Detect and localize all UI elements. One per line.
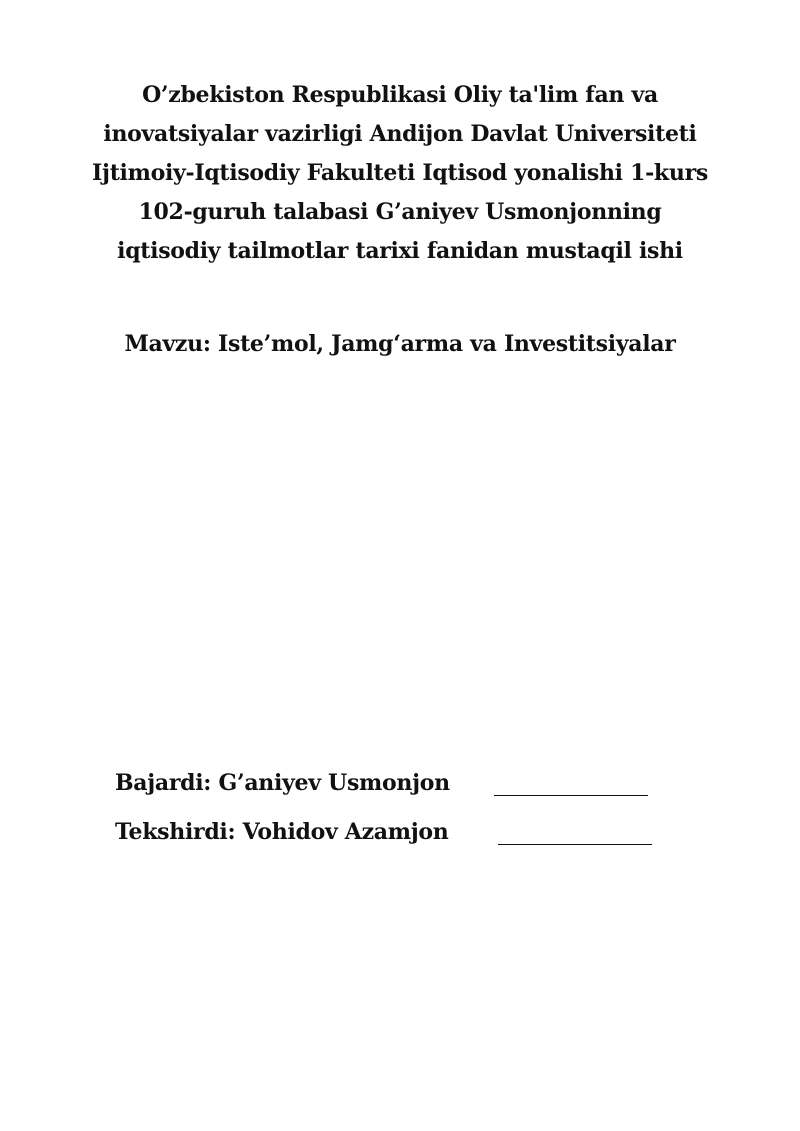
title-line-3: Ijtimoiy-Iqtisodiy Fakulteti Iqtisod yonalishi 1-kurs (92, 160, 708, 186)
topic-heading: Mavzu: Iste’mol, Jamg‘arma va Investitsiyalar (124, 331, 676, 357)
performed-by-row (115, 766, 450, 800)
performed-by-label: Bajardi: G’aniyev Usmonjon (115, 770, 450, 796)
title-line-2: inovatsiyalar vazirligi Andijon Davlat Universiteti (103, 121, 697, 147)
title-line-4: 102-guruh talabasi G’aniyev Usmonjonning (138, 199, 662, 225)
checked-by-signature-line (498, 844, 652, 845)
title-line-1: O’zbekiston Respublikasi Oliy ta'lim fan va (142, 82, 658, 108)
title-line-5: iqtisodiy tailmotlar tarixi fanidan mustaqil ishi (117, 238, 683, 264)
performed-by-signature-line (494, 795, 648, 796)
checked-by-row (115, 815, 448, 849)
title-block (60, 76, 740, 271)
checked-by-label: Tekshirdi: Vohidov Azamjon (115, 819, 449, 845)
